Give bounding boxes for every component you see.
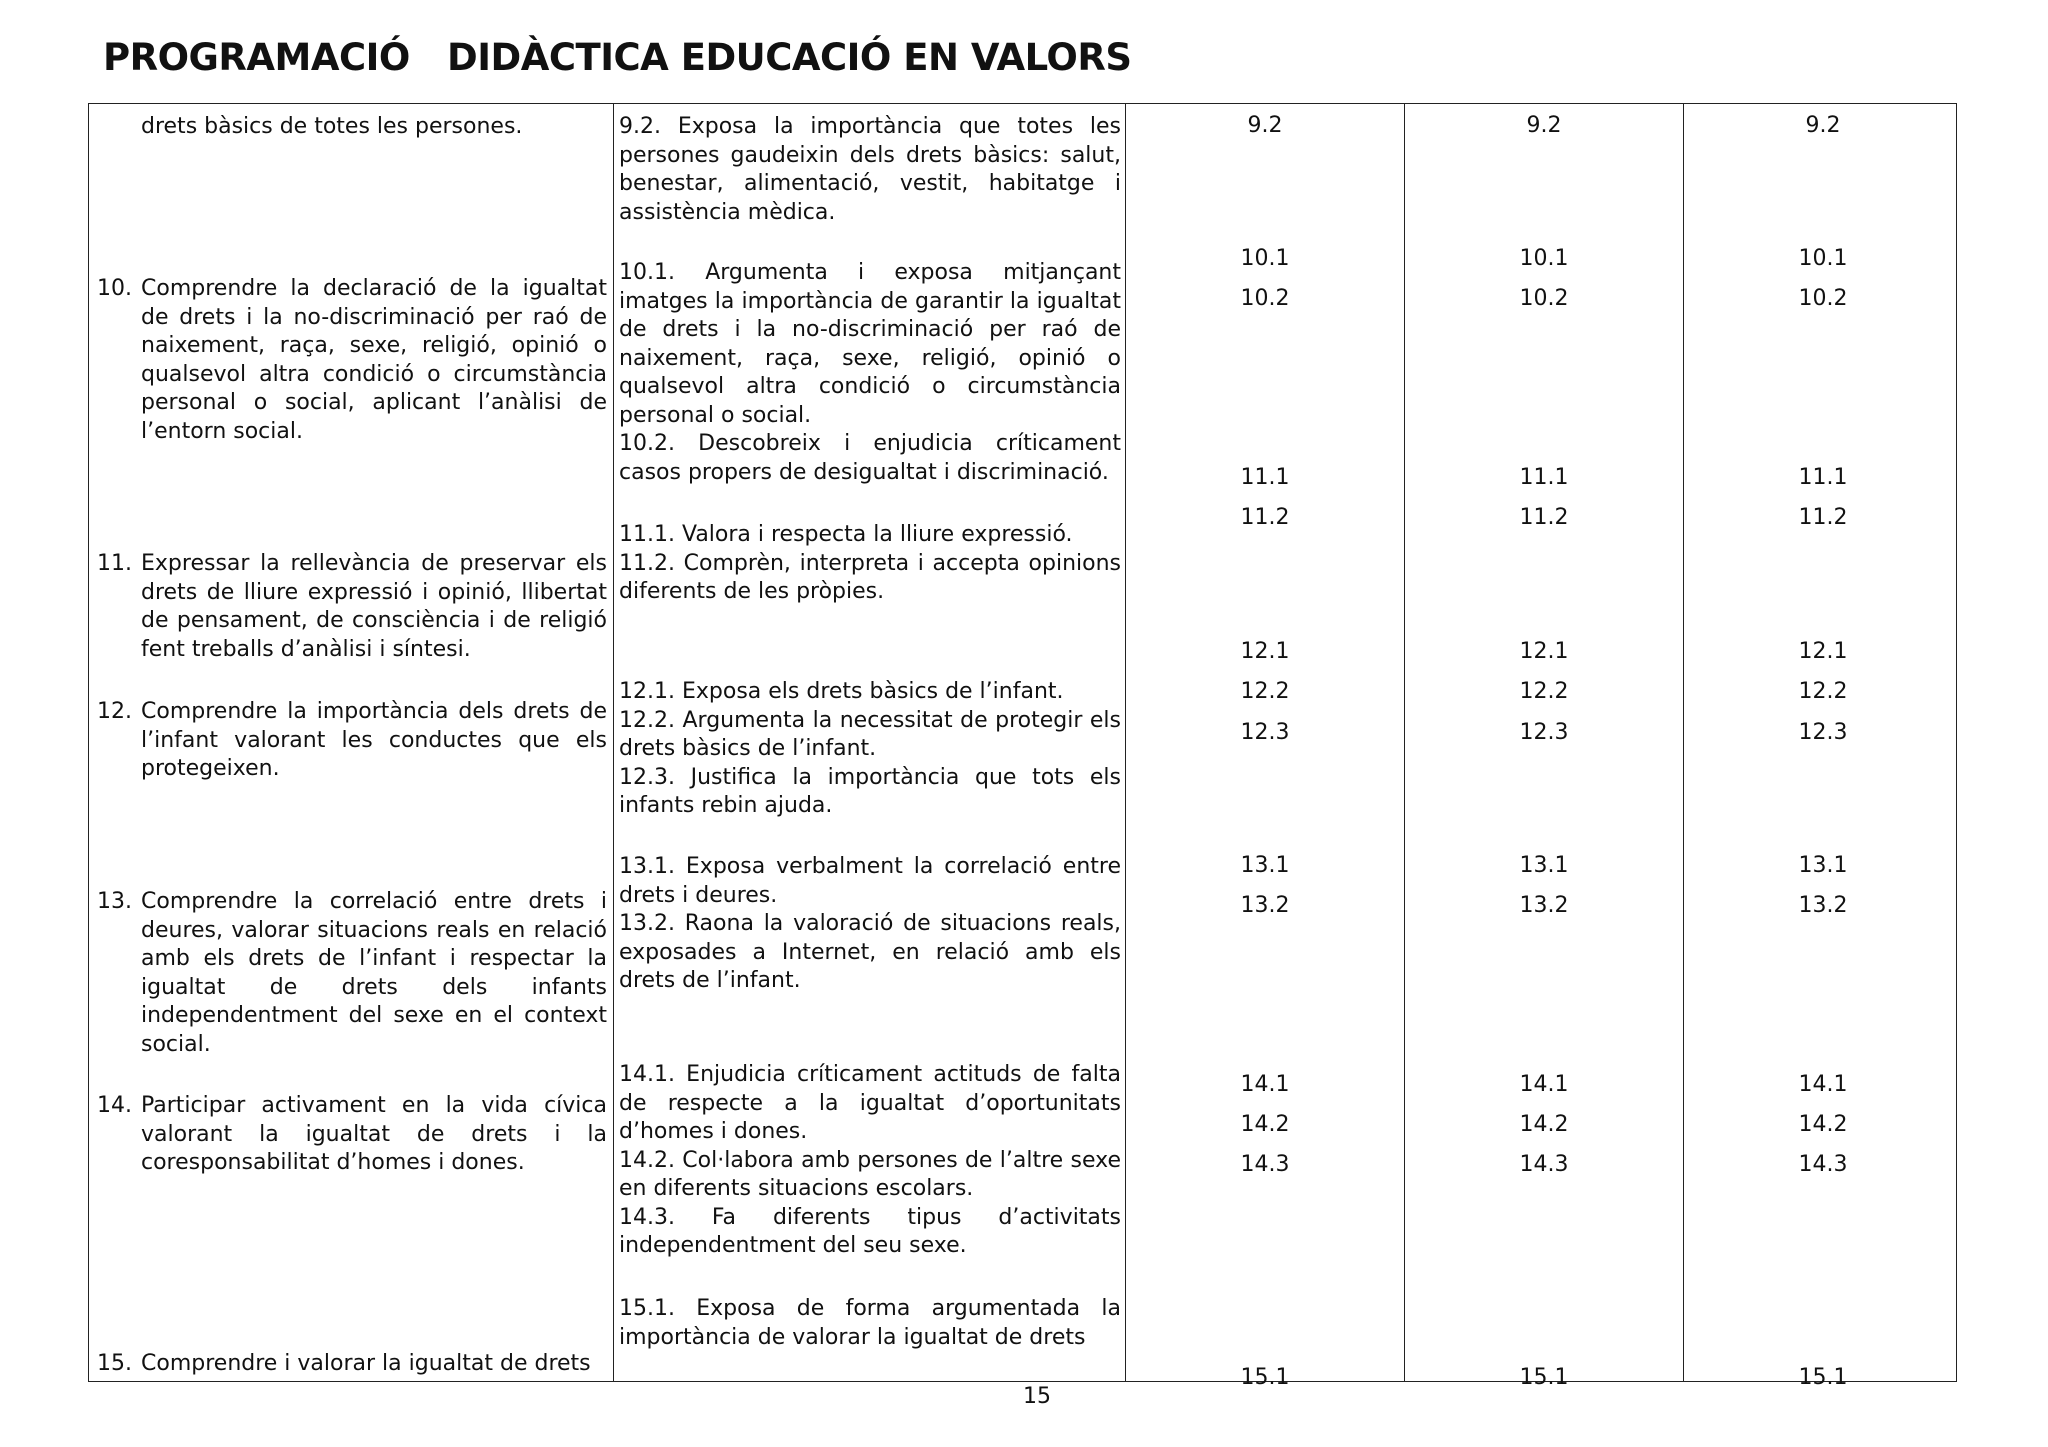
level-ref: 9.2: [1247, 113, 1283, 138]
standard-group: [619, 1295, 1121, 1352]
level-ref: 13.2: [1240, 893, 1290, 918]
standard-text: 12.2. Argumenta la necessitat de protegir els drets bàsics de l’infant.: [619, 707, 1121, 761]
criterion-text: Participar activament en la vida cívica valorant la igualtat de drets i la coresponsabilitat d’homes i dones.: [141, 1093, 607, 1175]
level-ref: 9.2: [1805, 113, 1841, 138]
level-column: [1126, 113, 1404, 1390]
level-ref: 11.2: [1519, 505, 1569, 530]
standard-text: 12.1. Exposa els drets bàsics de l’infant.: [619, 679, 1064, 704]
level-ref: 14.2: [1519, 1112, 1569, 1137]
level-ref: 12.1: [1240, 639, 1290, 664]
level-ref: 10.2: [1519, 286, 1569, 311]
standard-text: 13.2. Raona la valoració de situacions reals, exposades a Internet, en relació amb els drets de l’infant.: [619, 911, 1121, 993]
standard-group: [619, 853, 1121, 996]
standard-text: 12.3. Justifica la importància que tots els infants rebin ajuda.: [619, 764, 1121, 818]
level-ref: 15.1: [1798, 1365, 1848, 1390]
level-ref: 13.2: [1798, 893, 1848, 918]
level-ref: 10.1: [1240, 246, 1290, 271]
level-ref: 11.1: [1240, 465, 1290, 490]
level-ref: 10.1: [1519, 246, 1569, 271]
criterion-number: 15.: [97, 1351, 132, 1376]
level-ref: 14.3: [1798, 1152, 1848, 1177]
criterion-text: Comprendre la declaració de la igualtat de drets i la no-discriminació per raó de naixement, raça, sexe, religió, opinió o qualsevol altra condició o circumstància personal o social, aplicant l’anàlisi de l’entorn social.: [141, 276, 607, 444]
level-ref: 11.1: [1519, 465, 1569, 490]
level-ref: 12.3: [1519, 720, 1569, 745]
standard-group: [619, 521, 1121, 607]
criterion-text: drets bàsics de totes les persones.: [141, 114, 523, 139]
standard-group: [619, 113, 1121, 227]
criterion-item: [97, 1350, 607, 1379]
criterion-number: 12.: [97, 699, 132, 724]
criterion-item: [97, 550, 607, 664]
level-ref: 11.2: [1798, 505, 1848, 530]
level-ref: 10.1: [1798, 246, 1848, 271]
level-ref: 14.1: [1240, 1072, 1290, 1097]
standard-text: 11.2. Comprèn, interpreta i accepta opinions diferents de les pròpies.: [619, 550, 1121, 604]
column-divider: [613, 103, 614, 1382]
level-ref: 12.2: [1240, 679, 1290, 704]
standard-group: [619, 1061, 1121, 1261]
level-ref: 10.2: [1798, 286, 1848, 311]
level-ref: 14.3: [1240, 1152, 1290, 1177]
standard-text: 14.1. Enjudicia críticament actituds de falta de respecte a la igualtat d’oportunitats d’homes i dones.: [619, 1062, 1121, 1144]
criterion-number: 13.: [97, 889, 132, 914]
level-column: [1405, 113, 1683, 1390]
criterion-text: Comprendre la importància dels drets de l’infant valorant les conductes que els protegeixen.: [141, 699, 607, 781]
page-title: PROGRAMACIÓ DIDÀCTICA EDUCACIÓ EN VALORS: [103, 36, 1132, 79]
standard-text: 13.1. Exposa verbalment la correlació entre drets i deures.: [619, 854, 1121, 908]
criteria-column: [97, 113, 607, 1383]
standard-text: 15.1. Exposa de forma argumentada la importància de valorar la igualtat de drets: [619, 1296, 1121, 1350]
criterion-item: [97, 698, 607, 784]
level-ref: 14.1: [1519, 1072, 1569, 1097]
criterion-text: Comprendre i valorar la igualtat de drets: [141, 1351, 591, 1376]
level-ref: 15.1: [1240, 1365, 1290, 1390]
level-ref: 14.1: [1798, 1072, 1848, 1097]
level-ref: 12.1: [1798, 639, 1848, 664]
criterion-number: 10.: [97, 276, 132, 301]
level-ref: 11.1: [1798, 465, 1848, 490]
level-ref: 12.1: [1519, 639, 1569, 664]
standard-text: 10.2. Descobreix i enjudicia críticament casos propers de desigualtat i discriminació.: [619, 431, 1121, 485]
standard-text: 9.2. Exposa la importància que totes les persones gaudeixin dels drets bàsics: salut, benestar, alimentació, vestit, habitatge i assistència mèdica.: [619, 114, 1121, 225]
standard-group: [619, 678, 1121, 821]
standard-group: [619, 259, 1121, 487]
level-ref: 12.3: [1240, 720, 1290, 745]
criterion-item: [97, 1092, 607, 1178]
level-ref: 13.1: [1240, 853, 1290, 878]
level-ref: 13.1: [1798, 853, 1848, 878]
standard-text: 14.3. Fa diferents tipus d’activitats independentment del seu sexe.: [619, 1204, 1121, 1258]
criterion-item: [97, 888, 607, 1059]
criterion-number: 11.: [97, 551, 132, 576]
level-ref: 13.2: [1519, 893, 1569, 918]
level-ref: 13.1: [1519, 853, 1569, 878]
standard-text: 14.2. Col·labora amb persones de l’altre sexe en diferents situacions escolars.: [619, 1147, 1121, 1201]
level-ref: 14.2: [1240, 1112, 1290, 1137]
standards-column: [619, 113, 1121, 1383]
level-ref: 14.2: [1798, 1112, 1848, 1137]
criterion-item: [97, 275, 607, 446]
page-number: 15: [1023, 1384, 1051, 1409]
criterion-text: Comprendre la correlació entre drets i deures, valorar situacions reals en relació amb els drets de l’infant i respectar la igualtat de drets dels infants independentment del sexe en el context social.: [141, 889, 607, 1057]
level-ref: 10.2: [1240, 286, 1290, 311]
level-ref: 14.3: [1519, 1152, 1569, 1177]
criterion-text: Expressar la rellevància de preservar els drets de lliure expressió i opinió, llibertat de pensament, de consciència i de religió fent treballs d’anàlisi i síntesi.: [141, 551, 607, 662]
level-ref: 9.2: [1526, 113, 1562, 138]
standard-text: 10.1. Argumenta i exposa mitjançant imatges la importància de garantir la igualtat de drets i la no-discriminació per raó de naixement, raça, sexe, religió, opinió o qualsevol altra condició o circumstància personal o social.: [619, 260, 1121, 428]
criterion-number: 14.: [97, 1093, 132, 1118]
standard-text: 11.1. Valora i respecta la lliure expressió.: [619, 522, 1073, 547]
level-ref: 12.3: [1798, 720, 1848, 745]
criterion-item: [97, 113, 607, 142]
level-ref: 11.2: [1240, 505, 1290, 530]
level-ref: 15.1: [1519, 1365, 1569, 1390]
level-ref: 12.2: [1519, 679, 1569, 704]
level-column: [1684, 113, 1962, 1390]
level-ref: 12.2: [1798, 679, 1848, 704]
